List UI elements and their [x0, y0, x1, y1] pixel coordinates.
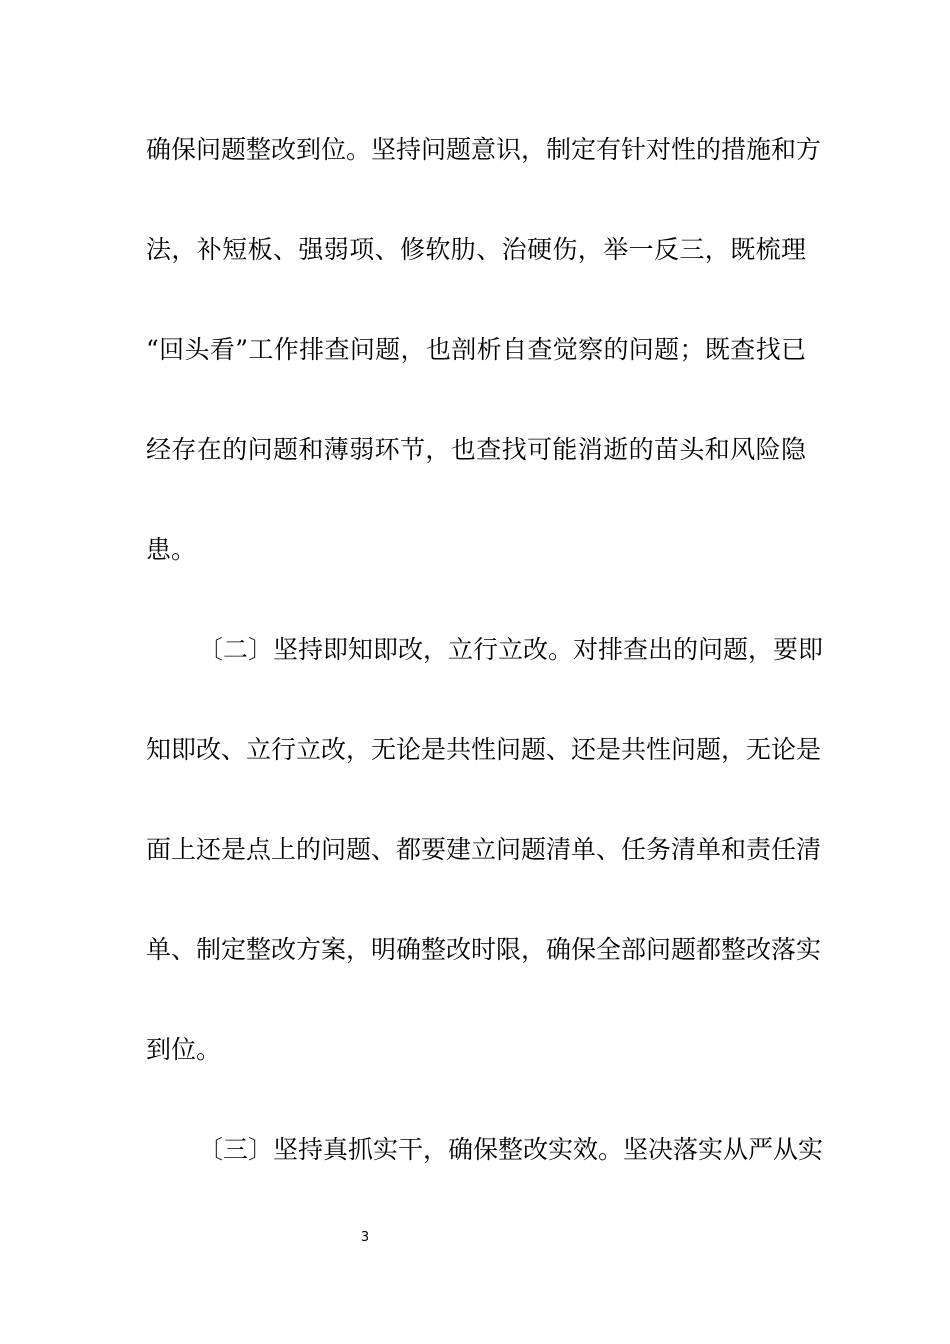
paragraph-line-7: 知即改、立行立改，无论是共性问题、还是共性问题，无论是	[146, 735, 822, 764]
section-three-heading-line: 〔三〕坚持真抓实干，确保整改实效。坚决落实从严从实	[198, 1135, 824, 1164]
paragraph-line-9: 单、制定整改方案，明确整改时限，确保全部问题都整改落实	[146, 935, 822, 964]
paragraph-line-1: 确保问题整改到位。坚持问题意识，制定有针对性的措施和方	[146, 135, 822, 164]
paragraph-line-8: 面上还是点上的问题、都要建立问题清单、任务清单和责任清	[146, 835, 822, 864]
paragraph-line-10: 到位。	[146, 1035, 222, 1064]
section-two-heading-line: 〔二〕坚持即知即改，立行立改。对排查出的问题，要即	[198, 635, 824, 664]
page-number: 3	[360, 1230, 370, 1245]
paragraph-line-2: 法，补短板、强弱项、修软肋、治硬伤，举一反三，既梳理	[146, 235, 806, 264]
paragraph-line-5: 患。	[146, 535, 197, 564]
paragraph-line-3: “回头看”工作排查问题，也剖析自查觉察的问题；既查找已	[146, 335, 806, 364]
paragraph-line-4: 经存在的问题和薄弱环节，也查找可能消逝的苗头和风险隐	[146, 435, 806, 464]
